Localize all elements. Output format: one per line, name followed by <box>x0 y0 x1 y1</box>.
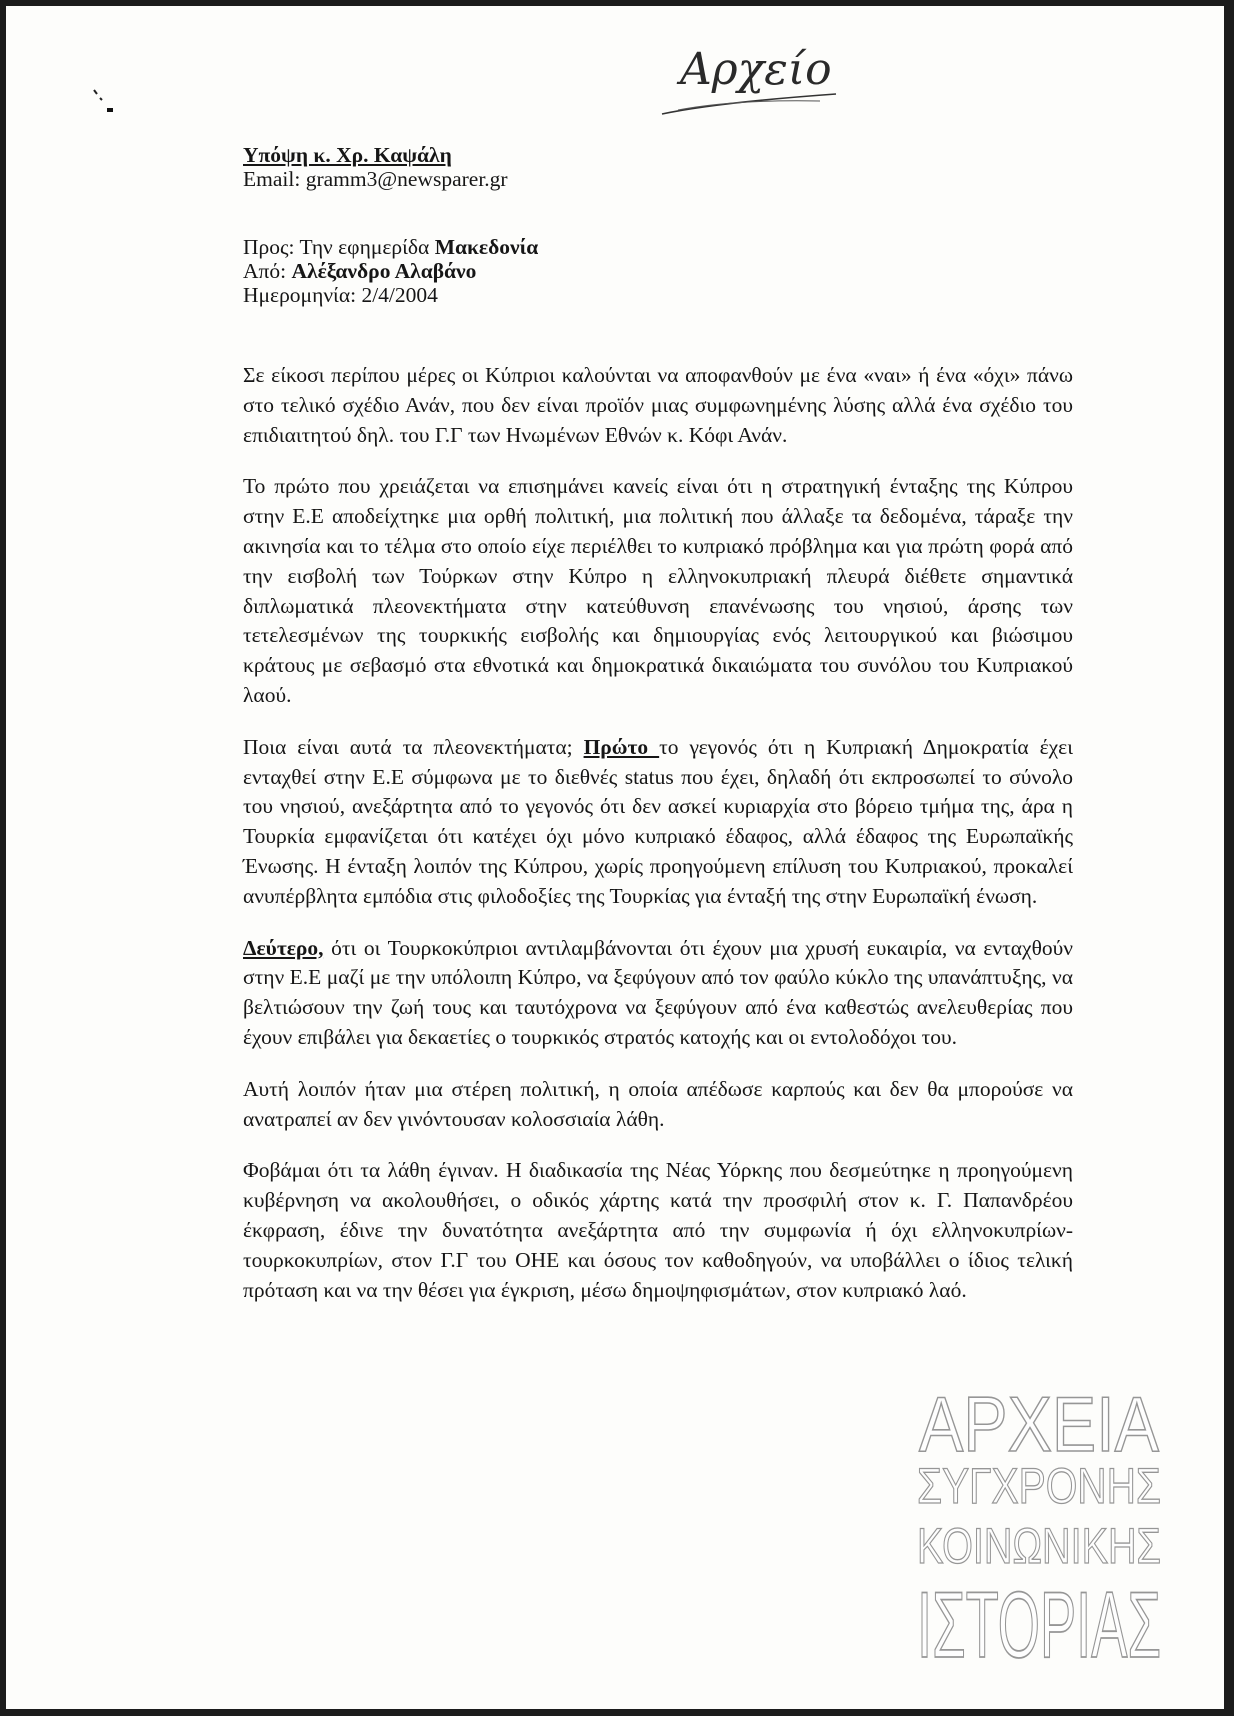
watermark-line-1: ΑΡΧΕΙΑ <box>919 1380 1159 1468</box>
paragraph-2: Το πρώτο που χρειάζεται να επισημάνει κανείς είναι ότι η στρατηγική ένταξης της Κύπρου στην Ε.Ε αποδείχτηκε μια ορθή πολιτική, μια πολιτική που άλλαξε τα δεδομένα, τάραξε την ακινησία και το τέλμα στο οποίο είχε περιέλθει το κυπριακό πρόβλημα και για πρώτη φορά από την εισβολή των Τούρκων στην Κύπρο η ελληνοκυπριακή πλευρά διέθετε σημαντικά διπλωματικά πλεονεκτήματα στην κατεύθυνση επανένωσης του νησιού, άρσης των τετελεσμένων της τουρκικής εισβολής και δημιουργίας ενός λειτουργικού και βιώσιμου κράτους με σεβασμό στα εθνοτικά και δημοκρατικά δικαιώματα του συνόλου του Κυπριακού λαού. <box>243 474 1073 707</box>
paragraph-6: Φοβάμαι ότι τα λάθη έγιναν. Η διαδικασία της Νέας Υόρκης που δεσμεύτηκε η προηγούμενη κυβέρνηση να ακολουθήσει, ο οδικός χάρτης κατά την προσφιλή στον κ. Γ. Παπανδρέου έκφραση, έδινε την δυνατότητα ανεξάρτητα από την συμφωνία ή όχι ελληνοκυπρίων-τουρκοκυπρίων, στον Γ.Γ του ΟΗΕ και όσους τον καθοδηγούν, να υποβάλλει ο ίδιος τελική πρόταση και να την θέσει για έγκριση, μέσω δημοψηφισμάτων, στον κυπριακό λαό. <box>243 1158 1073 1302</box>
first-point-lead: Πρώτο <box>583 734 660 759</box>
to-line: Προς: Την εφημερίδα Μακεδονία <box>243 235 539 259</box>
watermark-line-3: ΚΟΙΝΩΝΙΚΗΣ <box>917 1518 1161 1574</box>
paragraph-1: Σε είκοσι περίπου μέρες οι Κύπριοι καλούνται να αποφανθούν με ένα «ναι» ή ένα «όχι» πάνω στο τελικό σχέδιο Ανάν, που δεν είναι προϊόν μιας συμφωνημένης λύσης αλλά ένα σχέδιο του επιδιαιτητού δηλ. του Γ.Γ των Ηνωμένων Εθνών κ. Κόφι Ανάν. <box>243 363 1073 447</box>
watermark-line-4: ΙΣΤΟΡΙΑΣ <box>917 1572 1161 1677</box>
sender-block <box>243 143 1073 167</box>
sender-email: Email: gramm3@newsparer.gr <box>243 167 508 191</box>
watermark-line-2: ΣΥΓΧΡΟΝΗΣ <box>917 1458 1161 1514</box>
letter-body <box>243 143 1073 1305</box>
second-point-lead: Δεύτερο, <box>243 935 324 960</box>
paragraph-3: Ποια είναι αυτά τα πλεονεκτήματα; Πρώτο το γεγονός ότι η Κυπριακή Δημοκρατία έχει ενταχθεί στην Ε.Ε σύμφωνα με το διεθνές status που έχει, δηλαδή ότι εκπροσωπεί το σύνολο του νησιού, ανεξάρτητα από το γεγονός ότι δεν ασκεί κυριαρχία στο βόρειο τμήμα της, άρα η Τουρκία εμφανίζεται ότι κατέχει όχι μόνο κυπριακό έδαφος, αλλά έδαφος της Ευρωπαϊκής Ένωσης. Η ένταξη λοιπόν της Κύπρου, χωρίς προηγούμενη επίλυση του Κυπριακού, προκαλεί ανυπέρβλητα εμπόδια στις φιλοδοξίες της Τουρκίας για ένταξή της στην Ευρωπαϊκή ένωση. <box>243 734 1073 908</box>
from-line: Από: Αλέξανδρο Αλαβάνο <box>243 259 477 283</box>
scan-speck <box>88 86 118 116</box>
paragraph-4: Δεύτερο, ότι οι Τουρκοκύπριοι αντιλαμβάνονται ότι έχουν μια χρυσή ευκαιρία, να ενταχθούν στην Ε.Ε μαζί με την υπόλοιπη Κύπρο, να ξεφύγουν από τον φαύλο κύκλο της υπανάπτυξης, να βελτιώσουν την ζωή τους και ταυτόχρονα να ξεφύγουν από ένα καθεστώς ανελευθερίας που έχουν επιβάλει για δεκαετίες ο τουρκικός στρατός κατοχής και οι εντολοδόχοι του. <box>243 935 1073 1049</box>
newspaper-name: Μακεδονία <box>434 235 539 259</box>
handwritten-archive-note <box>660 22 850 122</box>
paragraph-5: Αυτή λοιπόν ήταν μια στέρεη πολιτική, η οποία απέδωσε καρπούς και δεν θα μπορούσε να ανατραπεί αν δεν γινόντουσαν κολοσσιαία λάθη. <box>243 1076 1073 1131</box>
handwritten-note-text: Αρχείο <box>680 44 832 95</box>
author-name: Αλέξανδρο Αλαβάνο <box>291 259 477 283</box>
archive-stamp-watermark <box>910 1380 1168 1677</box>
date-line: Ημερομηνία: 2/4/2004 <box>243 283 438 307</box>
letter-header <box>243 235 1073 307</box>
attention-line: Υπόψη κ. Χρ. Καψάλη <box>243 143 452 167</box>
